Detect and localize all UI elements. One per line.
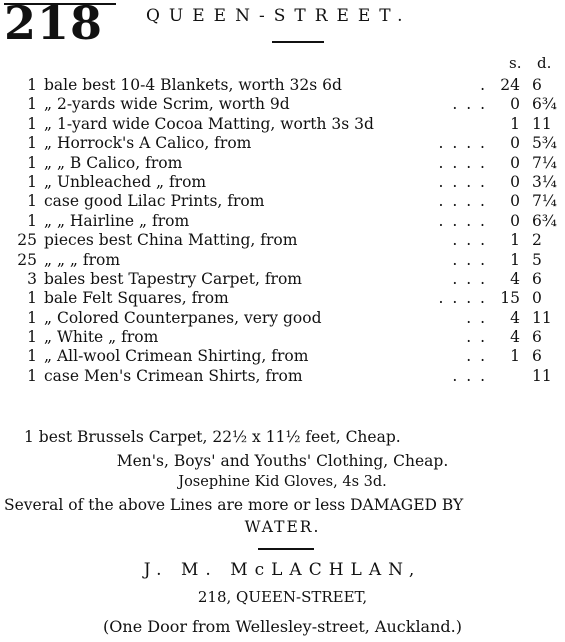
- list-item: [0, 347, 565, 366]
- leader-dots: . .: [466, 308, 487, 327]
- item-description: „ All-wool Crimean Shirting, from: [44, 347, 309, 366]
- item-quantity: 1: [27, 95, 37, 114]
- item-pence: 6: [532, 76, 542, 94]
- list-item: [0, 289, 565, 308]
- pence-column-header: d.: [537, 54, 552, 72]
- item-quantity: 1: [27, 114, 37, 133]
- item-shillings: 0: [510, 95, 520, 114]
- item-description: bales best Tapestry Carpet, from: [44, 269, 302, 288]
- carpet-line: 1 best Brussels Carpet, 22½ x 11½ feet, Cheap.: [24, 428, 401, 446]
- item-pence: 5: [532, 250, 542, 269]
- item-pence: 7¼: [532, 192, 557, 211]
- item-shillings: 4: [510, 308, 520, 327]
- item-pence: 11: [532, 114, 552, 133]
- item-quantity: 1: [27, 134, 37, 153]
- leader-dots: . .: [466, 347, 487, 366]
- merchant-address: [0, 588, 565, 606]
- item-quantity: 1: [27, 347, 37, 366]
- item-shillings: 4: [510, 269, 520, 288]
- clothing-line: Men's, Boys' and Youths' Clothing, Cheap.: [116, 452, 449, 470]
- item-description: „ 2-yards wide Scrim, worth 9d: [44, 95, 290, 114]
- item-shillings: 0: [510, 211, 520, 230]
- item-shillings: 0: [510, 153, 520, 172]
- leader-dots: . . .: [452, 269, 487, 288]
- item-quantity: 1: [27, 328, 37, 347]
- item-quantity: 1: [27, 76, 37, 94]
- list-item: [0, 76, 565, 95]
- item-pence: 2: [532, 231, 542, 250]
- item-shillings: 1: [510, 250, 520, 269]
- item-pence: 6¾: [532, 95, 557, 114]
- leader-dots: . . .: [452, 231, 487, 250]
- list-item: [0, 212, 565, 231]
- item-pence: 6¾: [532, 211, 557, 230]
- item-quantity: 1: [27, 211, 37, 230]
- leader-dots: . . . .: [438, 172, 487, 191]
- item-description: bale Felt Squares, from: [44, 289, 229, 308]
- item-pence: 5¾: [532, 134, 557, 153]
- address-text: 218, QUEEN-STREET,: [197, 588, 368, 606]
- item-quantity: 25: [17, 231, 37, 250]
- item-description: case good Lilac Prints, from: [44, 192, 265, 211]
- leader-dots: .: [480, 76, 487, 94]
- item-pence: 6: [532, 328, 542, 347]
- leader-dots: . .: [466, 328, 487, 347]
- merchant-name: J. M. McLACHLAN,: [143, 560, 422, 580]
- item-quantity: 25: [17, 250, 37, 269]
- item-quantity: 1: [27, 289, 37, 308]
- item-shillings: 4: [510, 328, 520, 347]
- list-item: [0, 115, 565, 134]
- item-pence: 3¼: [532, 172, 557, 191]
- street-name: QUEEN-STREET.: [146, 6, 412, 26]
- merchant-location: (One Door from Wellesley-street, Auckland.): [103, 617, 462, 636]
- list-item: [0, 154, 565, 173]
- list-item: [0, 173, 565, 192]
- item-description: „ Unbleached „ from: [44, 172, 207, 191]
- item-description: „ Colored Counterpanes, very good: [44, 308, 322, 327]
- item-shillings: 0: [510, 172, 520, 191]
- item-quantity: 1: [27, 192, 37, 211]
- item-quantity: 1: [27, 308, 37, 327]
- list-item: [0, 231, 565, 250]
- item-quantity: 1: [27, 366, 37, 385]
- item-description: bale best 10-4 Blankets, worth 32s 6d: [44, 76, 342, 94]
- item-quantity: 1: [27, 153, 37, 172]
- item-description: „ „ Hairline „ from: [44, 211, 190, 230]
- list-item: [0, 95, 565, 114]
- item-pence: 7¼: [532, 153, 557, 172]
- list-item: [0, 251, 565, 270]
- leader-dots: . . .: [452, 95, 487, 114]
- item-pence: 0: [532, 289, 542, 308]
- item-description: „ „ „ from: [44, 250, 121, 269]
- street-number: 218: [4, 0, 104, 50]
- leader-dots: . . . .: [438, 289, 487, 308]
- item-pence: 11: [532, 366, 552, 385]
- item-description: „ 1-yard wide Cocoa Matting, worth 3s 3d: [44, 114, 374, 133]
- list-item: [0, 270, 565, 289]
- item-shillings: 15: [500, 289, 520, 308]
- price-list: [0, 76, 565, 386]
- damaged-notice-line1: Several of the above Lines are more or less DAMAGED BY: [4, 496, 464, 514]
- item-pence: 6: [532, 347, 542, 366]
- item-description: pieces best China Matting, from: [44, 231, 298, 250]
- item-quantity: 3: [27, 269, 37, 288]
- item-description: „ „ B Calico, from: [44, 153, 183, 172]
- item-quantity: 1: [27, 172, 37, 191]
- item-shillings: 0: [510, 134, 520, 153]
- item-shillings: 24: [500, 76, 520, 94]
- item-description: „ Horrock's A Calico, from: [44, 134, 252, 153]
- list-item: [0, 328, 565, 347]
- leader-dots: . . . .: [438, 134, 487, 153]
- list-item: [0, 192, 565, 211]
- item-description: „ White „ from: [44, 328, 159, 347]
- leader-dots: . . .: [452, 366, 487, 385]
- damaged-notice-line2: WATER.: [244, 518, 321, 536]
- gloves-line: Josephine Kid Gloves, 4s 3d.: [178, 474, 387, 490]
- item-description: case Men's Crimean Shirts, from: [44, 366, 303, 385]
- ad-header: [4, 2, 562, 56]
- leader-dots: . . . .: [438, 192, 487, 211]
- leader-dots: . . . .: [438, 211, 487, 230]
- header-rule: [272, 41, 324, 43]
- leader-dots: . . . .: [438, 153, 487, 172]
- leader-dots: . . .: [452, 250, 487, 269]
- item-pence: 6: [532, 269, 542, 288]
- item-shillings: 1: [510, 231, 520, 250]
- list-item: [0, 309, 565, 328]
- item-shillings: 1: [510, 347, 520, 366]
- item-pence: 11: [532, 308, 552, 327]
- footer-rule: [258, 548, 314, 550]
- item-shillings: 1: [510, 114, 520, 133]
- list-item: [0, 367, 565, 386]
- shillings-column-header: s.: [509, 54, 522, 72]
- item-shillings: 0: [510, 192, 520, 211]
- list-item: [0, 134, 565, 153]
